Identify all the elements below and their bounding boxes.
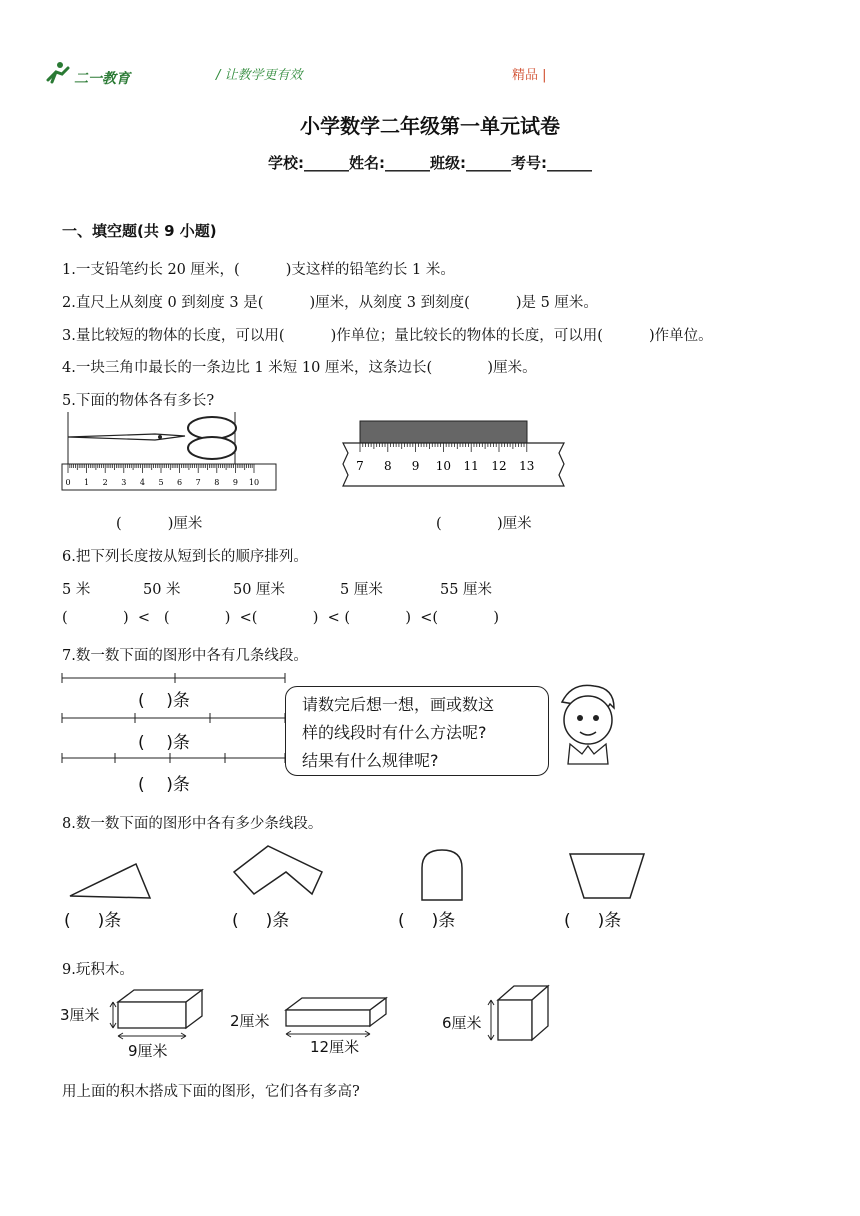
q6-item-4: 5 厘米 [340,582,383,598]
ruler-label: 11 [463,459,479,473]
ruler-label: 8 [214,478,220,487]
brand-name: 二一教育 [74,71,130,87]
ruler-label: 9 [411,459,420,473]
ruler-label: 9 [232,478,238,487]
hint-line-2: 样的线段时有什么方法呢? [302,723,487,742]
q6-item-2: 50 米 [143,582,181,598]
cartoon-boy-icon [552,680,622,766]
ruler-label: 5 [158,478,164,487]
arch-shape [418,846,466,904]
question-6: 6.把下列长度按从短到长的顺序排列。 [62,549,308,565]
question-4: 4.一块三角巾最长的一条边比 1 米短 10 厘米，这条边长( )厘米。 [62,360,537,376]
page-title: 小学数学二年级第一单元试卷 [300,114,560,138]
hint-line-1: 请数完后想一想，画或数这 [302,695,495,714]
ruler-label: 0 [65,478,71,487]
ruler-label: 4 [139,478,145,487]
q6-item-3: 50 厘米 [233,582,286,598]
logo [42,60,74,84]
measured-bar [360,421,527,443]
header-slogan: / 让教学更有效 [216,68,303,83]
block1-height-label: 3厘米 [60,1006,100,1024]
section-heading: 一、填空题(共 9 小题) [62,222,217,240]
block-6-cube [486,984,552,1046]
block-2x12 [282,996,390,1040]
q6-item-1: 5 米 [62,582,91,598]
scissors-handle-icon [188,417,236,439]
runner-logo-icon [42,60,74,84]
block3-height-label: 6厘米 [442,1014,482,1032]
q6-order-blanks[interactable]: ( ) < ( ) <( ) < ( ) <( ) [62,610,500,626]
question-3: 3.量比较短的物体的长度，可以用( )作单位；量比较长的物体的长度，可以用( )作单位。 [62,328,713,344]
pentagon-shape [228,842,328,898]
block2-length-label: 12厘米 [310,1038,360,1056]
question-9-followup: 用上面的积木搭成下面的图形，它们各有多高? [62,1084,360,1100]
question-2: 2.直尺上从刻度 0 到刻度 3 是( )厘米，从刻度 3 到刻度( )是 5 厘米。 [62,295,598,311]
q5-answer-1[interactable]: ( )厘米 [116,516,203,532]
hint-line-3: 结果有什么规律呢? [302,751,439,770]
q7-blank-2[interactable]: ( )条 [138,733,190,753]
bar-ruler-figure [340,418,568,490]
question-9: 9.玩积木。 [62,962,134,978]
block1-length-label: 9厘米 [128,1042,168,1060]
header-tag: 精品 | [512,68,547,83]
ruler-label: 7 [356,459,364,473]
q7-blank-1[interactable]: ( )条 [138,691,190,711]
ruler-label: 13 [519,459,535,473]
scissors-ruler-figure [60,412,284,496]
ruler-label: 12 [491,459,507,473]
question-8: 8.数一数下面的图形中各有多少条线段。 [62,816,323,832]
q6-item-5: 55 厘米 [440,582,493,598]
q8-blank-4[interactable]: ( )条 [564,911,622,931]
ruler-label: 2 [102,478,108,487]
block-dim-arrow-3 [108,1000,118,1030]
ruler-label: 10 [248,478,260,487]
ruler-label: 1 [84,478,90,487]
triangle-shape [64,858,156,904]
question-1: 1.一支铅笔约长 20 厘米，( )支这样的铅笔约长 1 米。 [62,262,455,278]
question-5: 5.下面的物体各有多长? [62,393,215,409]
q8-blank-3[interactable]: ( )条 [398,911,456,931]
q7-segment-lines [60,668,290,768]
q8-blank-2[interactable]: ( )条 [232,911,290,931]
ruler-label: 8 [383,459,392,473]
ruler-label: 7 [195,478,201,487]
student-info-line: 学校:______姓名:______班级:______考号:______ [268,154,592,172]
ruler-label: 6 [177,478,183,487]
q7-blank-3[interactable]: ( )条 [138,775,190,795]
ruler-label: 10 [435,459,452,473]
block2-height-label: 2厘米 [230,1012,270,1030]
ruler-label: 3 [121,478,127,487]
block-3x9 [114,988,206,1040]
question-7: 7.数一数下面的图形中各有几条线段。 [62,648,308,664]
trapezoid-shape [566,850,648,902]
q8-blank-1[interactable]: ( )条 [64,911,122,931]
scissors-blade-icon [68,434,185,440]
q5-answer-2[interactable]: ( )厘米 [436,516,532,532]
